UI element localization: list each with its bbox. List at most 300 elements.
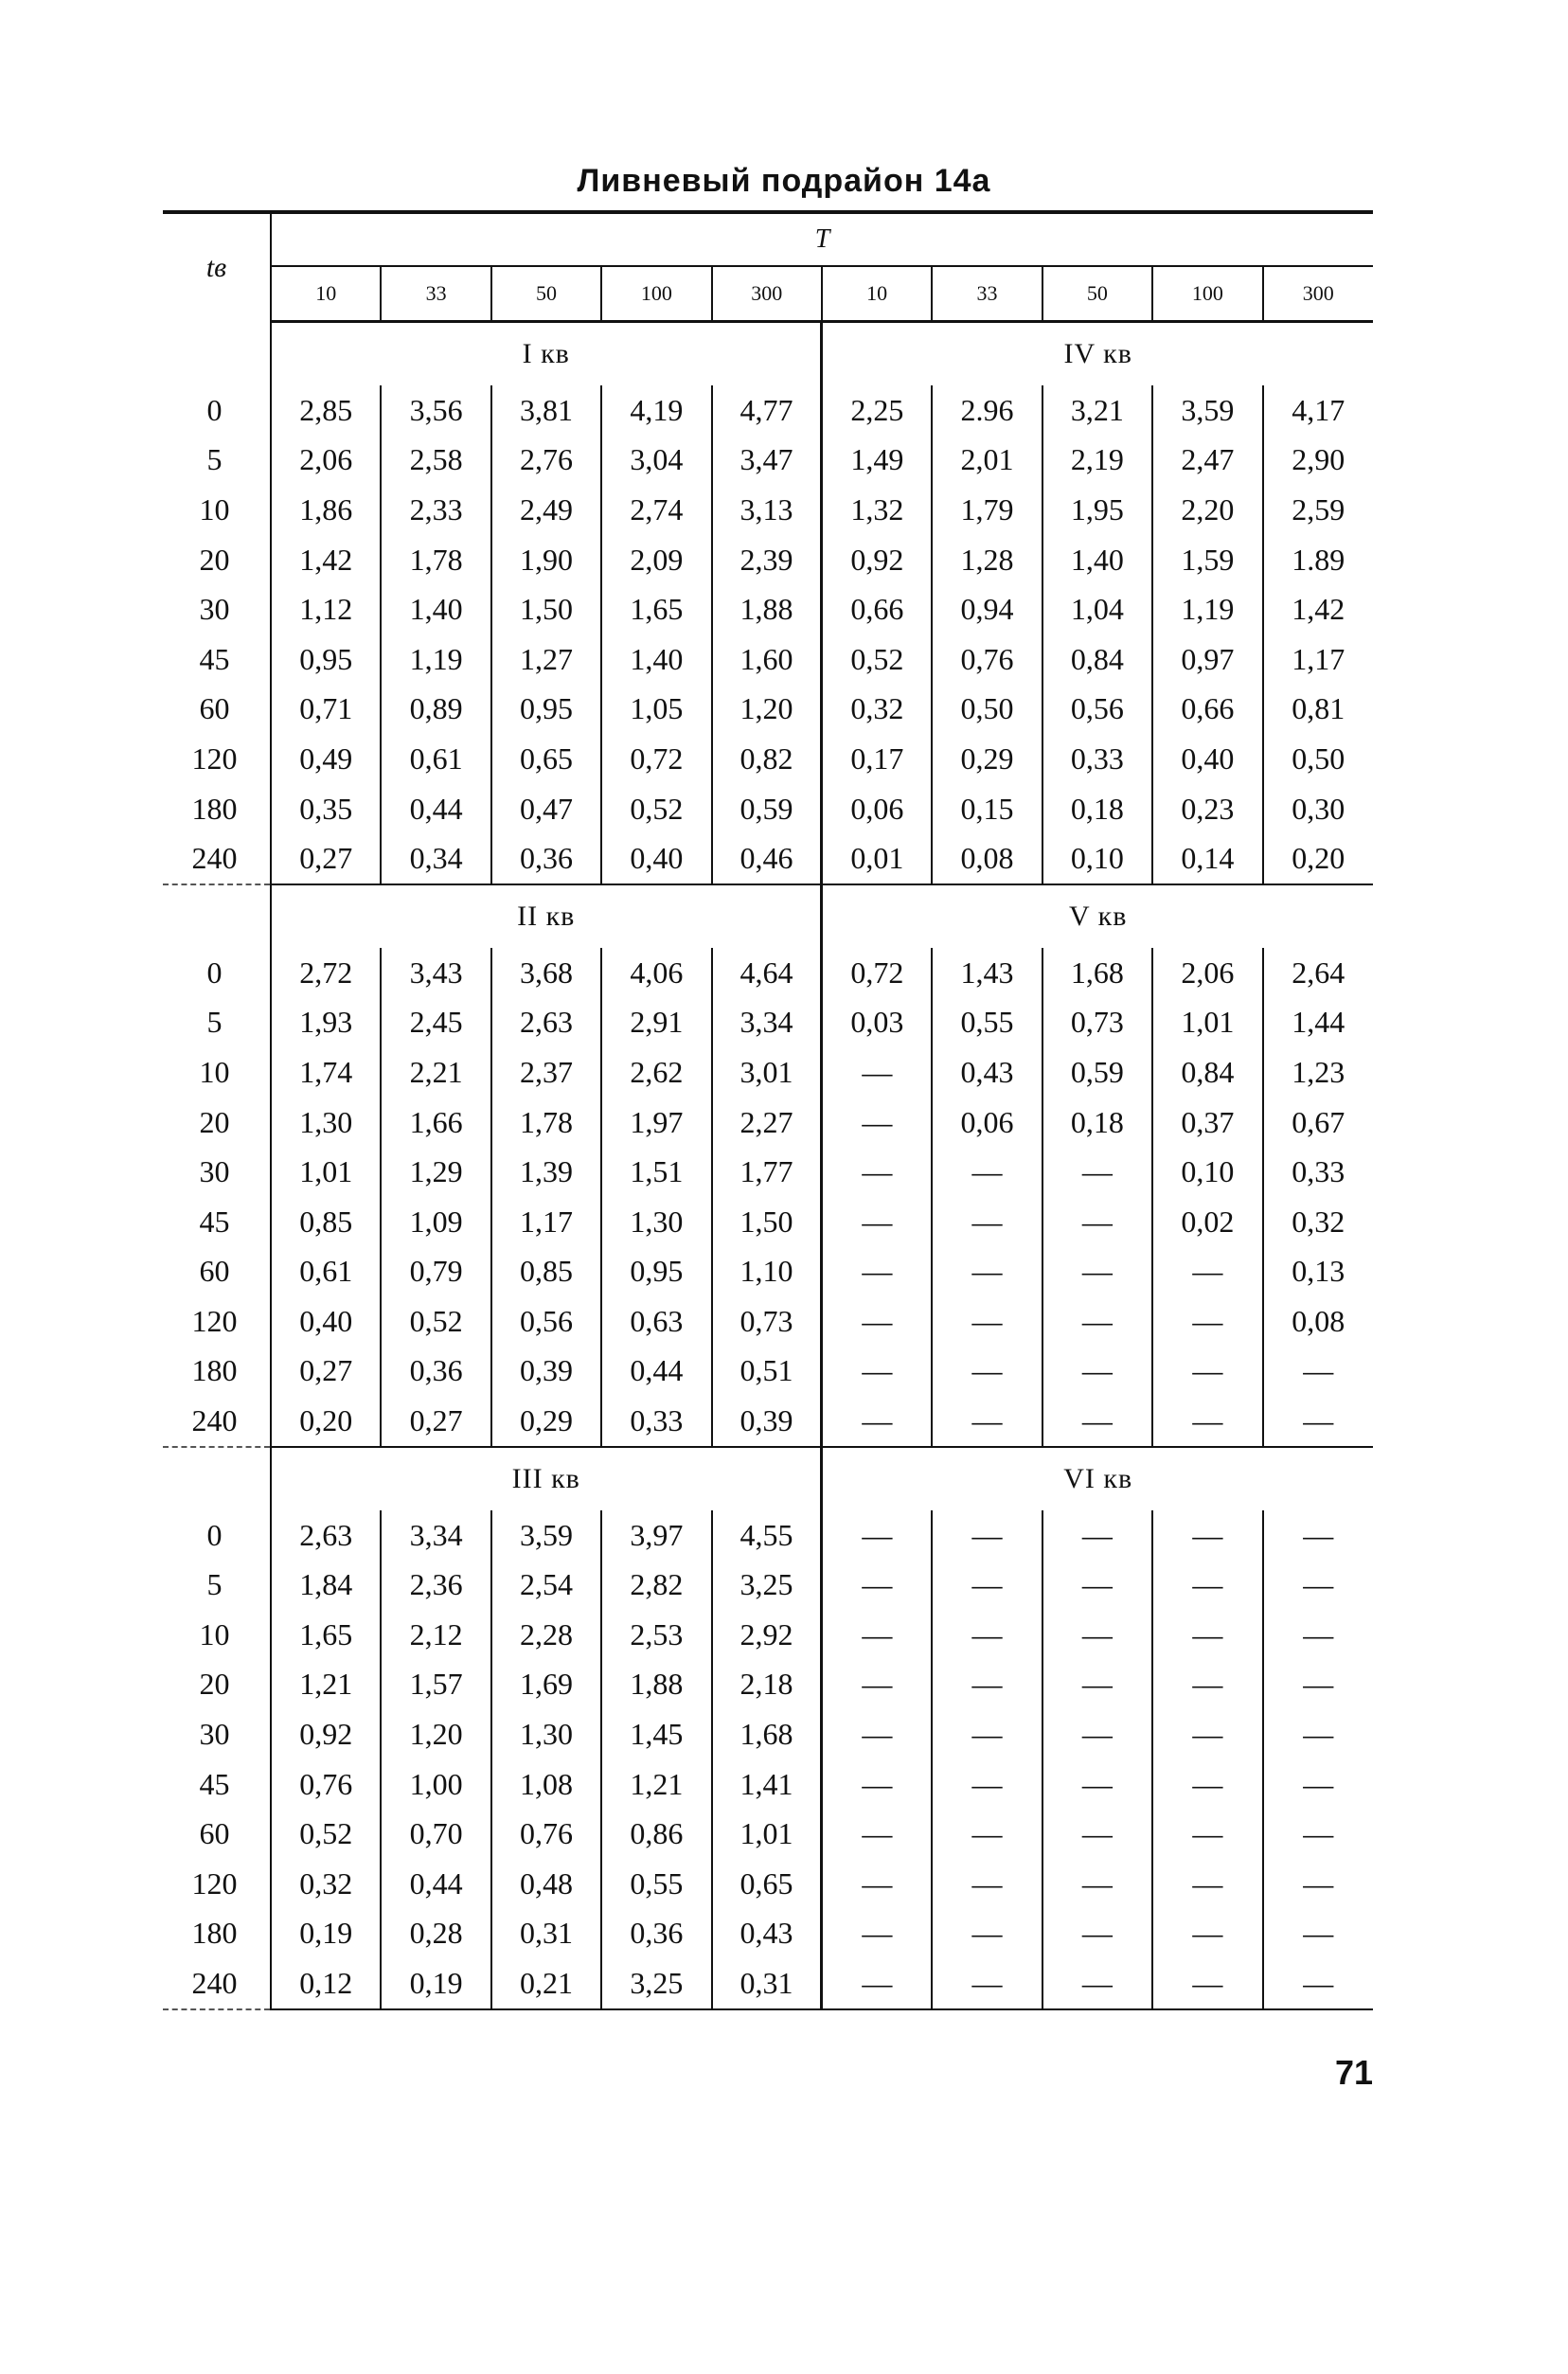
intensity-cell: —	[1152, 1660, 1262, 1710]
intensity-cell: 0,72	[822, 948, 932, 998]
intensity-cell: 3,47	[712, 436, 822, 486]
intensity-cell: 0,10	[1152, 1147, 1262, 1197]
intensity-cell: 0,72	[601, 734, 711, 784]
table-row	[163, 1347, 1373, 1397]
intensity-cell: —	[1152, 1347, 1262, 1397]
return-period-column-header: 33	[381, 266, 490, 322]
intensity-cell: —	[1152, 1396, 1262, 1447]
intensity-cell: 4,77	[712, 385, 822, 436]
intensity-cell: —	[1152, 1296, 1262, 1347]
intensity-cell: 0,31	[491, 1909, 601, 1959]
intensity-cell: —	[932, 1909, 1042, 1959]
intensity-cell: 0,08	[932, 833, 1042, 884]
intensity-cell: 0,43	[932, 1047, 1042, 1098]
table-row	[163, 1197, 1373, 1247]
table-row	[163, 1296, 1373, 1347]
intensity-cell: 0,55	[601, 1859, 711, 1909]
table-row	[163, 1709, 1373, 1759]
intensity-cell: 0,30	[1263, 784, 1373, 834]
intensity-cell: 2,25	[822, 385, 932, 436]
intensity-cell: 0,95	[491, 685, 601, 735]
intensity-cell: —	[932, 1510, 1042, 1561]
table-row	[163, 436, 1373, 486]
intensity-cell: 2,76	[491, 436, 601, 486]
intensity-cell: 1,60	[712, 634, 822, 685]
intensity-cell: 0,89	[381, 685, 490, 735]
intensity-cell: —	[1042, 1347, 1152, 1397]
intensity-cell: —	[1152, 1709, 1262, 1759]
intensity-cell: 0,10	[1042, 833, 1152, 884]
intensity-cell: 3,68	[491, 948, 601, 998]
intensity-cell: 2,74	[601, 485, 711, 535]
intensity-cell: 0,31	[712, 1958, 822, 2009]
table-row	[163, 1759, 1373, 1810]
duration-cell: 5	[206, 442, 223, 477]
intensity-cell: 1,88	[712, 584, 822, 634]
intensity-cell: —	[932, 1247, 1042, 1297]
intensity-cell: 1,30	[601, 1197, 711, 1247]
intensity-cell: —	[1263, 1510, 1373, 1561]
intensity-cell: 0,65	[712, 1859, 822, 1909]
duration-cell: 30	[199, 1717, 230, 1752]
intensity-cell: 0,79	[381, 1247, 490, 1297]
intensity-cell: 0,40	[601, 833, 711, 884]
intensity-cell: 1,10	[712, 1247, 822, 1297]
intensity-cell: 1,66	[381, 1098, 490, 1148]
intensity-cell: —	[1152, 1809, 1262, 1859]
rainfall-table-container	[163, 210, 1373, 2010]
intensity-cell: 2,91	[601, 998, 711, 1048]
intensity-cell: 1,59	[1152, 535, 1262, 585]
intensity-cell: 1,42	[271, 535, 381, 585]
duration-cell: 0	[206, 955, 223, 990]
intensity-cell: —	[1042, 1958, 1152, 2009]
duration-cell: 180	[191, 791, 238, 826]
duration-cell: 20	[199, 542, 230, 577]
intensity-cell: 0,50	[1263, 734, 1373, 784]
intensity-cell: 1,86	[271, 485, 381, 535]
intensity-cell: 1,01	[1152, 998, 1262, 1048]
table-row	[163, 1610, 1373, 1660]
intensity-cell: 0,40	[1152, 734, 1262, 784]
intensity-cell: 1,43	[932, 948, 1042, 998]
intensity-cell: 0,18	[1042, 784, 1152, 834]
intensity-cell: 2,58	[381, 436, 490, 486]
intensity-cell: —	[822, 1047, 932, 1098]
intensity-cell: 0,52	[381, 1296, 490, 1347]
duration-cell: 0	[206, 392, 223, 427]
intensity-cell: 1,50	[491, 584, 601, 634]
intensity-cell: —	[1152, 1859, 1262, 1909]
intensity-cell: —	[822, 1859, 932, 1909]
duration-cell: 60	[199, 691, 230, 726]
intensity-cell: —	[822, 1098, 932, 1148]
intensity-cell: 1,68	[1042, 948, 1152, 998]
intensity-cell: 1,28	[932, 535, 1042, 585]
intensity-cell: 1,09	[381, 1197, 490, 1247]
rainfall-intensity-table	[163, 210, 1373, 2010]
intensity-cell: —	[1263, 1859, 1373, 1909]
intensity-cell: 4,19	[601, 385, 711, 436]
intensity-cell: 0,55	[932, 998, 1042, 1048]
intensity-cell: —	[932, 1347, 1042, 1397]
intensity-cell: —	[1042, 1296, 1152, 1347]
season-label-left: III кв	[271, 1447, 822, 1510]
intensity-cell: 1,57	[381, 1660, 490, 1710]
intensity-cell: —	[822, 1396, 932, 1447]
return-period-column-header: 300	[712, 266, 822, 322]
intensity-cell: —	[1263, 1709, 1373, 1759]
intensity-cell: 0,37	[1152, 1098, 1262, 1148]
intensity-cell: 0,29	[491, 1396, 601, 1447]
season-label-left: II кв	[271, 884, 822, 948]
intensity-cell: —	[822, 1510, 932, 1561]
duration-cell: 5	[206, 1005, 223, 1040]
intensity-cell: —	[932, 1296, 1042, 1347]
intensity-cell: 1,84	[271, 1560, 381, 1610]
intensity-cell: —	[1042, 1247, 1152, 1297]
intensity-cell: 0,28	[381, 1909, 490, 1959]
table-row	[163, 833, 1373, 884]
intensity-cell: 1,44	[1263, 998, 1373, 1048]
intensity-cell: 2,06	[1152, 948, 1262, 998]
intensity-cell: —	[822, 1247, 932, 1297]
intensity-cell: 0,32	[1263, 1197, 1373, 1247]
intensity-cell: 2,09	[601, 535, 711, 585]
intensity-cell: 0,33	[1042, 734, 1152, 784]
intensity-cell: 0,51	[712, 1347, 822, 1397]
intensity-cell: 2,39	[712, 535, 822, 585]
season-label-spacer	[163, 884, 271, 948]
duration-cell: 240	[163, 1958, 271, 2009]
intensity-cell: 2,06	[271, 436, 381, 486]
intensity-cell: —	[1263, 1560, 1373, 1610]
intensity-cell: 0,08	[1263, 1296, 1373, 1347]
intensity-cell: 1,21	[271, 1660, 381, 1710]
intensity-cell: 0,65	[491, 734, 601, 784]
table-row	[163, 1859, 1373, 1909]
intensity-cell: —	[1042, 1909, 1152, 1959]
intensity-cell: 0,44	[601, 1347, 711, 1397]
intensity-cell: 1,20	[712, 685, 822, 735]
intensity-cell: 3,13	[712, 485, 822, 535]
intensity-cell: 0,95	[601, 1247, 711, 1297]
intensity-cell: 0,33	[1263, 1147, 1373, 1197]
intensity-cell: 2,92	[712, 1610, 822, 1660]
intensity-cell: 0,44	[381, 1859, 490, 1909]
intensity-cell: 1,17	[1263, 634, 1373, 685]
intensity-cell: 3,59	[1152, 385, 1262, 436]
table-row	[163, 948, 1373, 998]
intensity-cell: 0,36	[381, 1347, 490, 1397]
intensity-cell: —	[822, 1296, 932, 1347]
intensity-cell: —	[1263, 1347, 1373, 1397]
intensity-cell: 2,63	[491, 998, 601, 1048]
intensity-cell: —	[1263, 1660, 1373, 1710]
intensity-cell: —	[822, 1147, 932, 1197]
intensity-cell: 1,49	[822, 436, 932, 486]
intensity-cell: 0,95	[271, 634, 381, 685]
intensity-cell: 3,01	[712, 1047, 822, 1098]
intensity-cell: 0,43	[712, 1909, 822, 1959]
intensity-cell: 0,85	[491, 1247, 601, 1297]
intensity-cell: 0,73	[1042, 998, 1152, 1048]
intensity-cell: 4,55	[712, 1510, 822, 1561]
intensity-cell: 1,05	[601, 685, 711, 735]
intensity-cell: 0,19	[381, 1958, 490, 2009]
table-row	[163, 1510, 1373, 1561]
duration-cell: 240	[163, 1396, 271, 1447]
intensity-cell: —	[1263, 1759, 1373, 1810]
intensity-cell: 1,90	[491, 535, 601, 585]
intensity-cell: —	[822, 1197, 932, 1247]
intensity-cell: —	[1152, 1610, 1262, 1660]
return-period-column-header: 10	[271, 266, 381, 322]
intensity-cell: 0,03	[822, 998, 932, 1048]
return-period-column-header: 300	[1263, 266, 1373, 322]
intensity-cell: 0,40	[271, 1296, 381, 1347]
intensity-cell: 2,28	[491, 1610, 601, 1660]
table-body	[163, 322, 1373, 2009]
return-period-column-header: 100	[601, 266, 711, 322]
intensity-cell: 0,66	[822, 584, 932, 634]
intensity-cell: 1,08	[491, 1759, 601, 1810]
duration-cell: 180	[191, 1353, 238, 1388]
page-number: 71	[1334, 2053, 1373, 2092]
intensity-cell: 0,63	[601, 1296, 711, 1347]
intensity-cell: 0,14	[1152, 833, 1262, 884]
intensity-cell: 2,18	[712, 1660, 822, 1710]
intensity-cell: 1,40	[1042, 535, 1152, 585]
intensity-cell: 3,34	[381, 1510, 490, 1561]
intensity-cell: 0,52	[271, 1809, 381, 1859]
intensity-cell: 0,15	[932, 784, 1042, 834]
intensity-cell: 1,29	[381, 1147, 490, 1197]
intensity-cell: 2,01	[932, 436, 1042, 486]
intensity-cell: 2,45	[381, 998, 490, 1048]
season-label-row	[163, 322, 1373, 386]
table-row	[163, 535, 1373, 585]
table-row	[163, 734, 1373, 784]
intensity-cell: —	[932, 1396, 1042, 1447]
intensity-cell: 0,27	[271, 1347, 381, 1397]
duration-cell: 60	[199, 1816, 230, 1851]
duration-cell: 5	[206, 1567, 223, 1602]
intensity-cell: 2,54	[491, 1560, 601, 1610]
intensity-cell: 2,72	[271, 948, 381, 998]
intensity-cell: —	[1042, 1660, 1152, 1710]
intensity-cell: —	[1263, 1809, 1373, 1859]
intensity-cell: 0,29	[932, 734, 1042, 784]
season-label-left: I кв	[271, 322, 822, 386]
table-row	[163, 1909, 1373, 1959]
intensity-cell: 2,62	[601, 1047, 711, 1098]
intensity-cell: 0,52	[601, 784, 711, 834]
intensity-cell: 0,13	[1263, 1247, 1373, 1297]
intensity-cell: 0,23	[1152, 784, 1262, 834]
return-period-column-header: 33	[932, 266, 1042, 322]
intensity-cell: —	[822, 1347, 932, 1397]
intensity-cell: 0,18	[1042, 1098, 1152, 1148]
table-row	[163, 685, 1373, 735]
intensity-cell: 0,67	[1263, 1098, 1373, 1148]
intensity-cell: 0,92	[271, 1709, 381, 1759]
intensity-cell: —	[822, 1560, 932, 1610]
intensity-cell: 4,06	[601, 948, 711, 998]
intensity-cell: 1,01	[712, 1809, 822, 1859]
intensity-cell: 3,34	[712, 998, 822, 1048]
intensity-cell: 0,02	[1152, 1197, 1262, 1247]
intensity-cell: 1,42	[1263, 584, 1373, 634]
intensity-cell: —	[822, 1809, 932, 1859]
duration-cell: 10	[199, 1616, 230, 1651]
intensity-cell: 1,95	[1042, 485, 1152, 535]
intensity-cell: 4,64	[712, 948, 822, 998]
intensity-cell: 2,37	[491, 1047, 601, 1098]
page-title: Ливневый подрайон 14а	[577, 163, 991, 199]
intensity-cell: 0,76	[491, 1809, 601, 1859]
intensity-cell: 0,94	[932, 584, 1042, 634]
intensity-cell: —	[1152, 1510, 1262, 1561]
intensity-cell: 1,19	[1152, 584, 1262, 634]
duration-cell: 0	[206, 1517, 223, 1552]
season-label-right: VI кв	[822, 1447, 1373, 1510]
intensity-cell: 2,21	[381, 1047, 490, 1098]
intensity-cell: 0,20	[1263, 833, 1373, 884]
intensity-cell: 1,40	[381, 584, 490, 634]
intensity-cell: 0,97	[1152, 634, 1262, 685]
return-period-header: T	[271, 212, 1373, 266]
duration-column-header: tв	[163, 212, 271, 322]
intensity-cell: —	[1042, 1197, 1152, 1247]
duration-cell: 240	[163, 833, 271, 884]
intensity-cell: 1,88	[601, 1660, 711, 1710]
intensity-cell: 1,45	[601, 1709, 711, 1759]
intensity-cell: 1.89	[1263, 535, 1373, 585]
intensity-cell: 0,36	[491, 833, 601, 884]
intensity-cell: 0,32	[271, 1859, 381, 1909]
intensity-cell: 3,25	[601, 1958, 711, 2009]
table-row	[163, 1247, 1373, 1297]
intensity-cell: 1,50	[712, 1197, 822, 1247]
intensity-cell: 1,32	[822, 485, 932, 535]
intensity-cell: 0,59	[1042, 1047, 1152, 1098]
return-period-column-header: 10	[822, 266, 932, 322]
intensity-cell: 2,27	[712, 1098, 822, 1148]
intensity-cell: 1,51	[601, 1147, 711, 1197]
intensity-cell: 0,84	[1152, 1047, 1262, 1098]
intensity-cell: —	[1042, 1709, 1152, 1759]
intensity-cell: 2,33	[381, 485, 490, 535]
intensity-cell: 1,23	[1263, 1047, 1373, 1098]
duration-cell: 30	[199, 592, 230, 627]
intensity-cell: —	[932, 1660, 1042, 1710]
intensity-cell: —	[1042, 1147, 1152, 1197]
table-row	[163, 1809, 1373, 1859]
intensity-cell: 1,93	[271, 998, 381, 1048]
intensity-cell: 1,78	[491, 1098, 601, 1148]
intensity-cell: 1,30	[491, 1709, 601, 1759]
intensity-cell: 1,78	[381, 535, 490, 585]
intensity-cell: 0,36	[601, 1909, 711, 1959]
intensity-cell: 1,77	[712, 1147, 822, 1197]
intensity-cell: —	[822, 1610, 932, 1660]
intensity-cell: 0,46	[712, 833, 822, 884]
intensity-cell: —	[1263, 1909, 1373, 1959]
return-period-columns	[163, 266, 1373, 322]
intensity-cell: 0,70	[381, 1809, 490, 1859]
intensity-cell: 1,79	[932, 485, 1042, 535]
intensity-cell: 3,81	[491, 385, 601, 436]
return-period-column-header: 50	[491, 266, 601, 322]
intensity-cell: 2,36	[381, 1560, 490, 1610]
intensity-cell: 3,59	[491, 1510, 601, 1561]
table-row	[163, 485, 1373, 535]
season-label-right: V кв	[822, 884, 1373, 948]
intensity-cell: 0,34	[381, 833, 490, 884]
season-label-spacer	[163, 322, 271, 386]
intensity-cell: 1,00	[381, 1759, 490, 1810]
intensity-cell: 0,32	[822, 685, 932, 735]
intensity-cell: 3,97	[601, 1510, 711, 1561]
intensity-cell: 0,27	[381, 1396, 490, 1447]
season-label-row	[163, 1447, 1373, 1510]
intensity-cell: 1,17	[491, 1197, 601, 1247]
intensity-cell: 0,17	[822, 734, 932, 784]
duration-cell: 30	[199, 1154, 230, 1189]
intensity-cell: 0,66	[1152, 685, 1262, 735]
intensity-cell: 0,39	[712, 1396, 822, 1447]
intensity-cell: 0,86	[601, 1809, 711, 1859]
duration-cell: 120	[191, 1865, 238, 1901]
intensity-cell: 2,53	[601, 1610, 711, 1660]
intensity-cell: —	[932, 1759, 1042, 1810]
table-header	[163, 212, 1373, 322]
season-label-spacer	[163, 1447, 271, 1510]
intensity-cell: 3,43	[381, 948, 490, 998]
intensity-cell: —	[1042, 1859, 1152, 1909]
intensity-cell: 0,84	[1042, 634, 1152, 685]
intensity-cell: 0,44	[381, 784, 490, 834]
duration-cell: 20	[199, 1104, 230, 1139]
intensity-cell: —	[1263, 1396, 1373, 1447]
intensity-cell: —	[1042, 1809, 1152, 1859]
intensity-cell: 0,59	[712, 784, 822, 834]
intensity-cell: —	[932, 1560, 1042, 1610]
duration-cell: 120	[191, 741, 238, 776]
intensity-cell: —	[822, 1709, 932, 1759]
intensity-cell: 0,20	[271, 1396, 381, 1447]
intensity-cell: 0,92	[822, 535, 932, 585]
intensity-cell: —	[932, 1147, 1042, 1197]
intensity-cell: 1,04	[1042, 584, 1152, 634]
intensity-cell: 1,41	[712, 1759, 822, 1810]
intensity-cell: 2,59	[1263, 485, 1373, 535]
intensity-cell: 2,82	[601, 1560, 711, 1610]
table-row	[163, 1098, 1373, 1148]
intensity-cell: 0,01	[822, 833, 932, 884]
intensity-cell: 1,68	[712, 1709, 822, 1759]
intensity-cell: 0,56	[491, 1296, 601, 1347]
intensity-cell: 1,01	[271, 1147, 381, 1197]
intensity-cell: 0,19	[271, 1909, 381, 1959]
intensity-cell: —	[822, 1660, 932, 1710]
intensity-cell: —	[932, 1859, 1042, 1909]
intensity-cell: 0,49	[271, 734, 381, 784]
intensity-cell: 0,27	[271, 833, 381, 884]
intensity-cell: 0,85	[271, 1197, 381, 1247]
intensity-cell: —	[822, 1759, 932, 1810]
